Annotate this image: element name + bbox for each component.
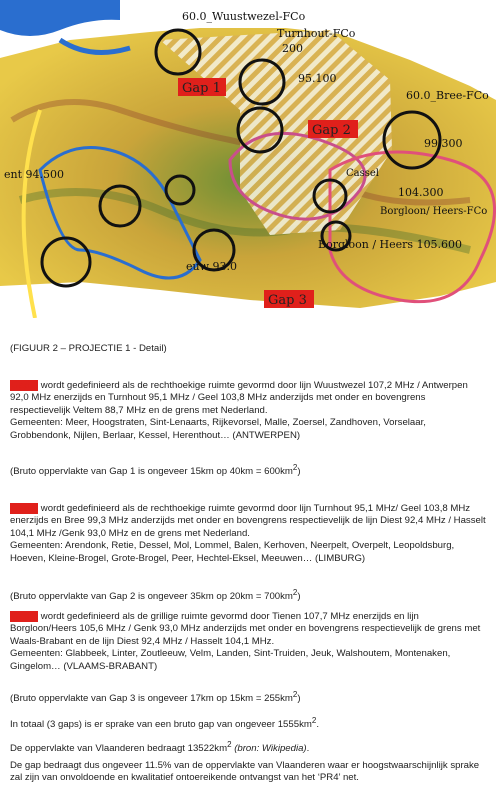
label-cassel: Cassel xyxy=(346,168,379,179)
label-bree: 60.0_Bree-FCo xyxy=(406,89,489,102)
gap3-area: (Bruto oppervlakte van Gap 3 is ongeveer 17km op $15km = 255km^2$) xyxy=(10,690,301,705)
conclusion-text: De gap bedraagt dus ongeveer 11.5% van de oppervlakte van Vlaanderen waar er hoogstwaarschijnlijk sprake zal zijn van onvoldoende en kwalitatief ontoereikende ontvangst van het ‘PR4’ net. xyxy=(10,760,480,784)
figure-caption: (FIGUUR 2 – PROJECTIE 1 - Detail) xyxy=(10,343,167,354)
label-wuustwezel: 60.0_Wuustwezel-FCo xyxy=(182,10,306,23)
gap2-map-label: Gap 2 xyxy=(312,123,351,138)
label-turnhout: Turnhout-FCo xyxy=(277,27,356,40)
gap3-section xyxy=(10,611,486,673)
gap2-highlight: Gap 2 xyxy=(11,503,38,514)
label-95100: 95.100 xyxy=(298,72,337,85)
gap3-gemeenten: Gemeenten: Glabbeek, Linter, Zoutleeuw, Velm, Landen, Sint-Truiden, Jeuk, Walshoutem, Montenaken, Gingelom… (VLAAMS-BRABANT) xyxy=(10,648,451,672)
label-94500: ent 94.500 xyxy=(4,168,65,181)
gap1-highlight: Gap 1 xyxy=(11,380,38,391)
label-turnhout-num: 200 xyxy=(282,42,303,55)
gap1-area: (Bruto oppervlakte van Gap 1 is ongeveer 15km op $40km = 600km^2$) xyxy=(10,463,301,478)
label-104300: 104.300 xyxy=(398,186,444,199)
label-93: euw 93.0 xyxy=(186,260,237,273)
coverage-map xyxy=(0,0,496,318)
gap2-area: (Bruto oppervlakte van Gap 2 is ongeveer 35km op $20km = 700km^2$) xyxy=(10,588,301,603)
total-text: In totaal (3 gaps) is er sprake van een bruto gap van ongeveer $1555km^2$. xyxy=(10,716,319,731)
gap1-map-label: Gap 1 xyxy=(182,81,221,96)
gap3-map-label: Gap 3 xyxy=(268,293,307,308)
gap2-text: wordt gedefinieerd als de rechthoekige ruimte gevormd door lijn Turnhout 95,1 MHz/ Geel 103,8 MHz enerzijds en Bree 99,3 MHz anderzijds met onder en bovengrens respectievelijk de lijn Diest 92,4 MHz / Hasselt 104,1 MHz /Genk 93,0 MHz en de grens met Nederland. xyxy=(10,503,486,539)
label-borgloon-heers: Borgloon / Heers 105.600 xyxy=(318,238,463,251)
gap2-gemeenten: Gemeenten: Arendonk, Retie, Dessel, Mol, Lommel, Balen, Kerhoven, Neerpelt, Overpelt, Leopoldsburg, Hoeven, Kleine-Brogel, Grote-Brogel, Peer, Hechtel-Eksel, Meeuwen… (LIMBURG) xyxy=(10,540,455,564)
gap3-highlight: Gap 3 xyxy=(11,611,38,622)
gap1-gemeenten: Gemeenten: Meer, Hoogstraten, Sint-Lenaarts, Rijkevorsel, Malle, Zoersel, Zandhoven, Vorselaar, Grobbendonk, Nijlen, Berlaar, Kessel, Herenthout… (ANTWERPEN) xyxy=(10,417,426,441)
vlaanderen-text: De oppervlakte van Vlaanderen bedraagt $13522km^2$ (bron: Wikipedia). xyxy=(10,740,310,755)
gap1-section xyxy=(10,380,486,442)
gap3-text: wordt gedefinieerd als de grillige ruimte gevormd door Tienen 107,7 MHz enerzijds en lijn Borgloon/Heers 105,6 MHz / Genk 93,0 MHz anderzijds met onder en bovengrens respectievelijk de grens met Waals-Brabant en de lijn Diest 92,4 MHz / Hasselt 104,1 MHz. xyxy=(10,611,481,647)
gap2-section xyxy=(10,503,486,565)
gap1-text: wordt gedefinieerd als de rechthoekige ruimte gevormd door lijn Wuustwezel 107,2 MHz / Antwerpen 92,0 MHz enerzijds en Turnhout 95,1 MHz / Geel 103,8 MHz anderzijds met onder en bovengrens respectievelijk Veltem 88,7 MHz en de grens met Nederland. xyxy=(10,380,468,416)
label-borgloon: Borgloon/ Heers-FCo xyxy=(380,206,488,217)
label-bree-num: 99.300 xyxy=(424,137,463,150)
